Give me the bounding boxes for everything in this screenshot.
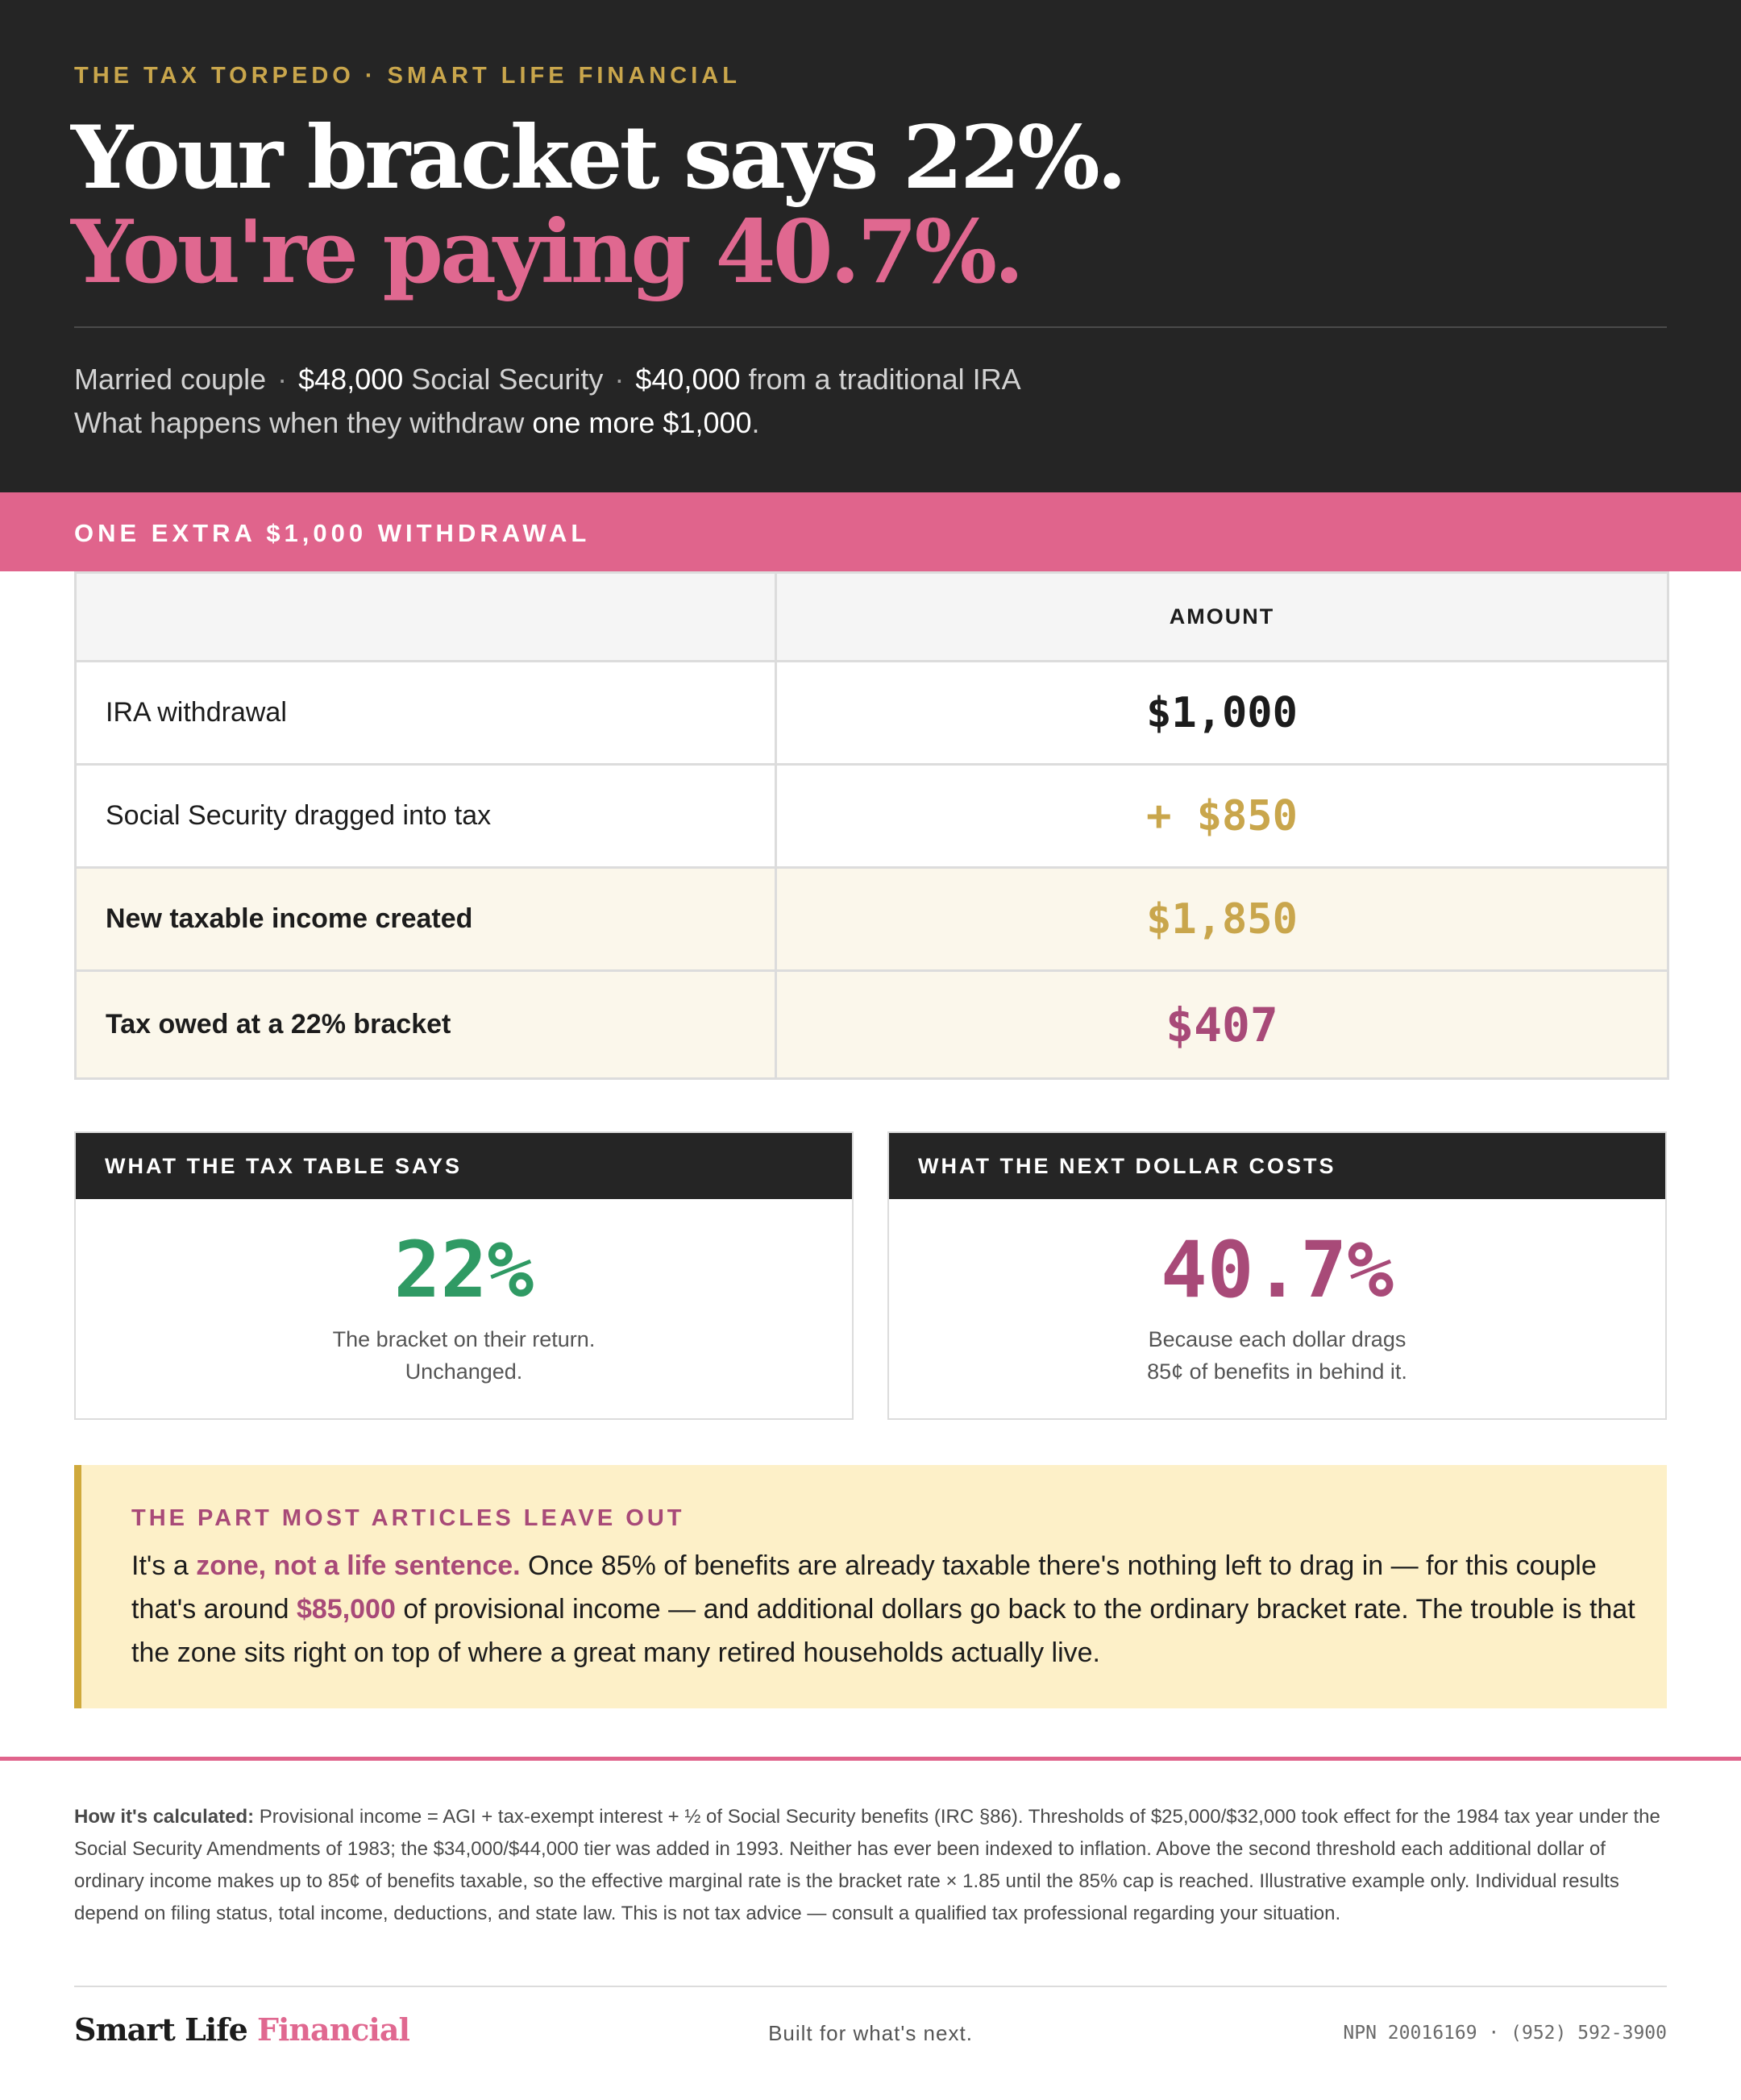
fine-print bbox=[74, 1801, 1667, 1930]
hero-divider bbox=[74, 326, 1667, 328]
section-band-title: ONE EXTRA $1,000 WITHDRAWAL bbox=[74, 519, 591, 547]
brand-name-accent: Financial bbox=[257, 2011, 409, 2048]
scenario-period: . bbox=[751, 406, 760, 439]
card-note-line: The bracket on their return. bbox=[332, 1327, 596, 1351]
headline-line-2: You're paying 40.7%. bbox=[71, 201, 1021, 303]
row-amount: $407 bbox=[776, 971, 1668, 1079]
card-note bbox=[76, 1323, 852, 1388]
tagline: Built for what's next. bbox=[768, 2021, 973, 2045]
card-note-line: Unchanged. bbox=[405, 1359, 523, 1384]
card-note bbox=[889, 1323, 1665, 1388]
callout-box bbox=[74, 1465, 1667, 1708]
card-note-line: 85¢ of benefits in behind it. bbox=[1147, 1359, 1407, 1384]
headline bbox=[71, 107, 1124, 303]
row-amount: $1,000 bbox=[776, 662, 1668, 765]
next-dollar-card bbox=[887, 1131, 1667, 1420]
row-amount: + $850 bbox=[776, 765, 1668, 868]
table-header-amount: AMOUNT bbox=[776, 573, 1668, 662]
callout-text-part: It's a bbox=[131, 1550, 197, 1581]
callout-text-part: Once 85% of benefits are already taxable there's nothing left to drag in — for this couple that's around bbox=[131, 1550, 1597, 1625]
footer-divider bbox=[74, 1986, 1667, 1987]
scenario-question: What happens when they withdraw bbox=[74, 406, 525, 439]
card-title: WHAT THE TAX TABLE SAYS bbox=[76, 1133, 852, 1199]
brand-name: Smart Life bbox=[74, 2011, 247, 2048]
row-label: New taxable income created bbox=[76, 868, 776, 971]
table-header-label bbox=[76, 573, 776, 662]
social-security-amount: $48,000 bbox=[298, 363, 404, 396]
footer-accent-rule bbox=[0, 1757, 1741, 1761]
table-header-row bbox=[76, 573, 1668, 662]
card-note-line: Because each dollar drags bbox=[1148, 1327, 1407, 1351]
row-label: Social Security dragged into tax bbox=[76, 765, 776, 868]
ira-label: from a traditional IRA bbox=[748, 363, 1021, 396]
separator-dot: · bbox=[614, 363, 625, 396]
social-security-label: Social Security bbox=[411, 363, 604, 396]
fine-print-label: How it's calculated: bbox=[74, 1806, 255, 1828]
bracket-rate-value: 22% bbox=[393, 1225, 534, 1315]
callout-emphasis: $85,000 bbox=[296, 1594, 396, 1625]
table-row bbox=[76, 868, 1668, 971]
callout-text bbox=[131, 1544, 1639, 1675]
scenario-line-1 bbox=[74, 358, 1021, 401]
callout-emphasis: zone, not a life sentence. bbox=[196, 1550, 521, 1581]
scenario-line-2 bbox=[74, 401, 1021, 445]
withdrawal-table bbox=[74, 571, 1669, 1080]
row-amount: $1,850 bbox=[776, 868, 1668, 971]
headline-line-1: Your bracket says 22%. bbox=[71, 107, 1124, 209]
scenario-emphasis: one more $1,000 bbox=[532, 406, 752, 439]
effective-rate-value: 40.7% bbox=[1161, 1225, 1394, 1315]
contact-info: NPN 20016169 · (952) 592-3900 bbox=[1343, 2023, 1667, 2044]
callout-title: THE PART MOST ARTICLES LEAVE OUT bbox=[131, 1505, 685, 1531]
scenario-summary bbox=[74, 358, 1021, 445]
eyebrow: THE TAX TORPEDO · SMART LIFE FINANCIAL bbox=[74, 63, 741, 89]
hero-header bbox=[0, 0, 1741, 492]
callout-text-part: of provisional income — and additional dollars go back to the ordinary bracket rate. The trouble is that the zone sits right on top of where a great many retired households actually live. bbox=[131, 1594, 1635, 1668]
card-title: WHAT THE NEXT DOLLAR COSTS bbox=[889, 1133, 1665, 1199]
scenario-household: Married couple bbox=[74, 363, 267, 396]
table-row bbox=[76, 971, 1668, 1079]
row-label: Tax owed at a 22% bracket bbox=[76, 971, 776, 1079]
separator-dot: · bbox=[277, 363, 288, 396]
section-band bbox=[0, 492, 1741, 571]
ira-amount: $40,000 bbox=[635, 363, 741, 396]
row-label: IRA withdrawal bbox=[76, 662, 776, 765]
table-row bbox=[76, 662, 1668, 765]
table-row bbox=[76, 765, 1668, 868]
tax-table-card bbox=[74, 1131, 854, 1420]
fine-print-text: Provisional income = AGI + tax-exempt interest + ½ of Social Security benefits (IRC §86). Thresholds of $25,000/$32,000 took effect for the 1984 tax year under the Social Security Amendments of 1983; the $34,000/$44,000 tier was added in 1993. Neither has ever been indexed to inflation. Above the second threshold each additional dollar of ordinary income makes up to 85¢ of benefits taxable, so the effective marginal rate is the bracket rate × 1.85 until the 85% cap is reached. Illustrative example only. Individual results depend on filing status, total income, deductions, and state law. This is not tax advice — consult a qualified tax professional regarding your situation. bbox=[74, 1806, 1660, 1924]
